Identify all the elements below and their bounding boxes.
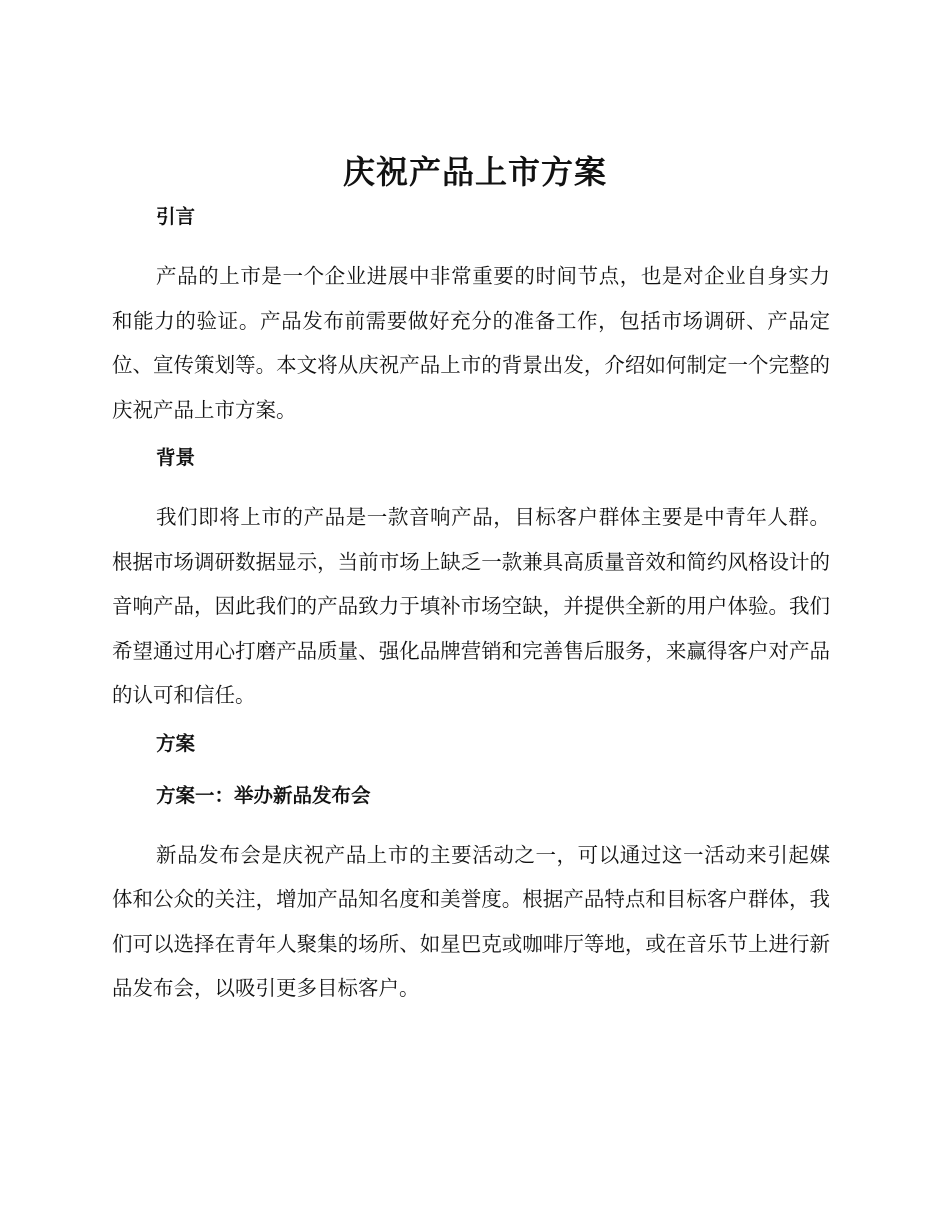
section-paragraph-background: 我们即将上市的产品是一款音响产品，目标客户群体主要是中青年人群。根据市场调研数据显示，当前市场上缺乏一款兼具高质量音效和简约风格设计的音响产品，因此我们的产品致力于填补市场空缺，并提供全新的用户体验。我们希望通过用心打磨产品质量、强化品牌营销和完善售后服务，来赢得客户对产品的认可和信任。 [112, 505, 830, 707]
section-heading-background: 背景 [156, 446, 196, 469]
section-paragraph-intro: 产品的上市是一个企业进展中非常重要的时间节点，也是对企业自身实力和能力的验证。产品发布前需要做好充分的准备工作，包括市场调研、产品定位、宣传策划等。本文将从庆祝产品上市的背景出发，介绍如何制定一个完整的庆祝产品上市方案。 [112, 264, 830, 422]
document-title: 庆祝产品上市方案 [342, 153, 607, 191]
section-heading-plan: 方案 [156, 731, 196, 755]
section-heading-plan-one: 方案一：举办新品发布会 [156, 783, 371, 807]
section-paragraph-plan-one: 新品发布会是庆祝产品上市的主要活动之一，可以通过这一活动来引起媒体和公众的关注，增加产品知名度和美誉度。根据产品特点和目标客户群体，我们可以选择在青年人聚集的场所、如星巴克或咖啡厅等地，或在音乐节上进行新品发布会，以吸引更多目标客户。 [112, 842, 830, 1000]
section-heading-intro: 引言 [156, 205, 196, 228]
